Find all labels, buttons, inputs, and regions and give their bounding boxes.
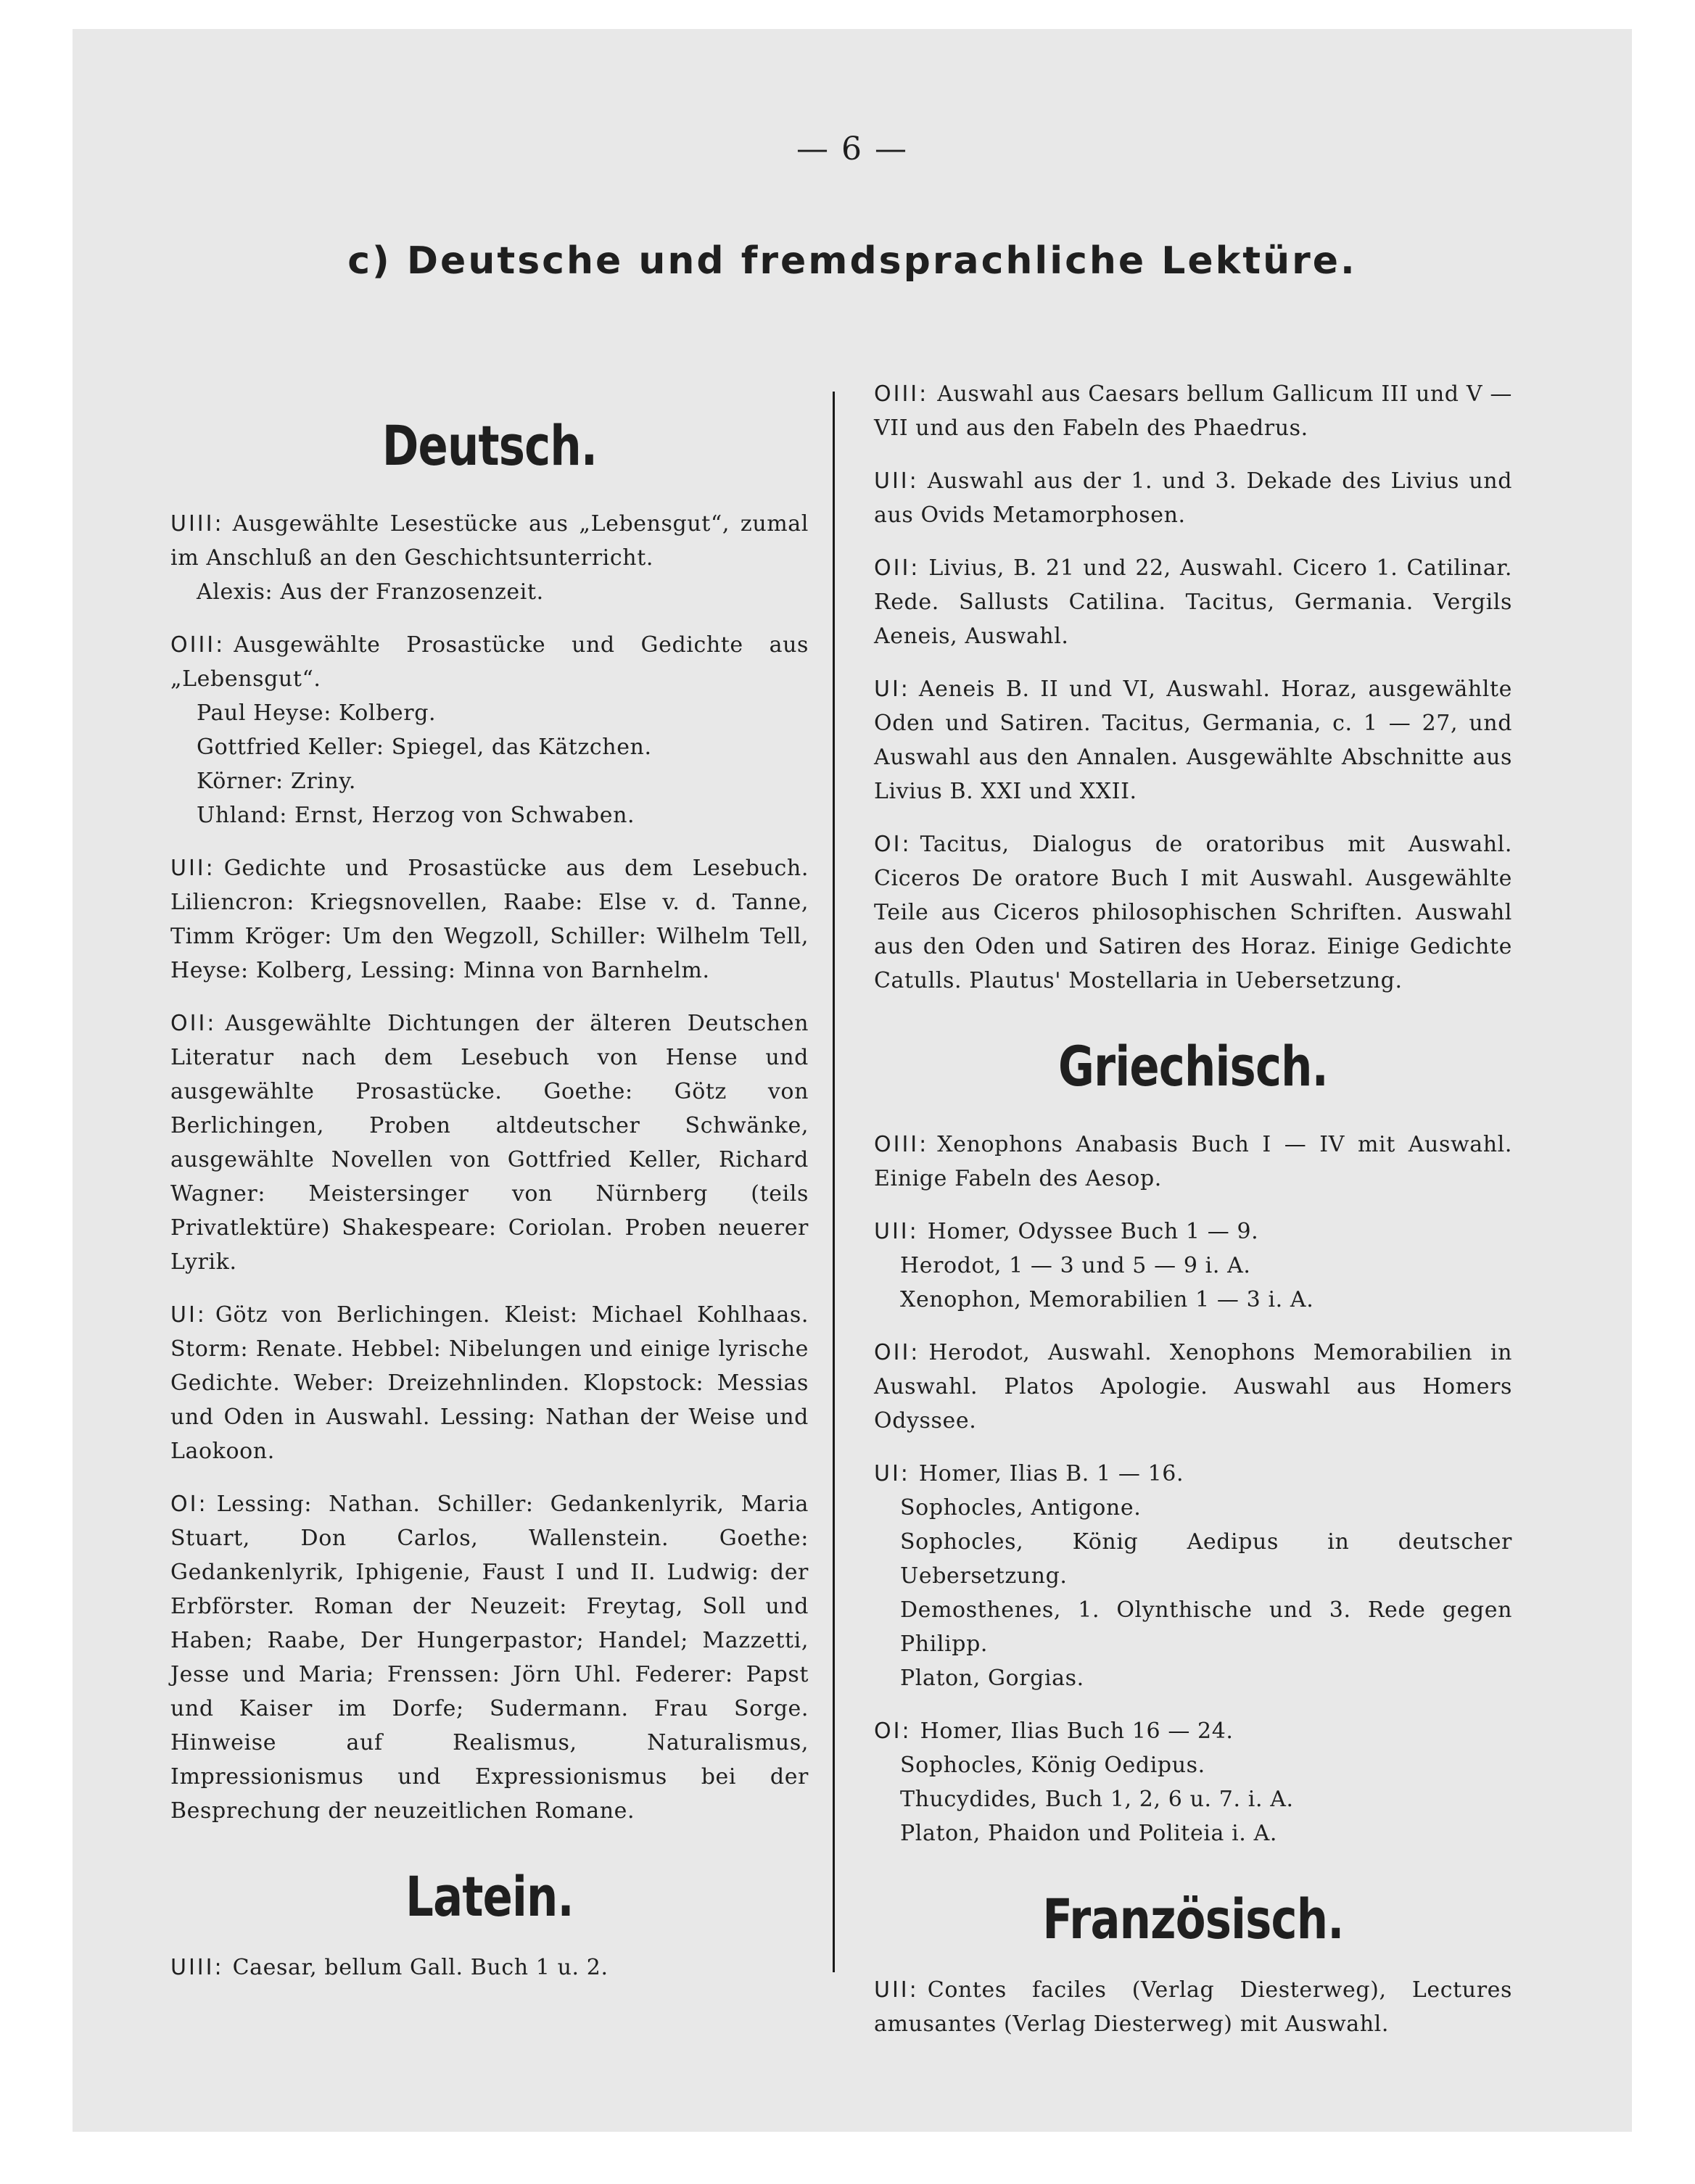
entry-line: Gottfried Keller: Spiegel, das Kätzchen. [197, 735, 652, 760]
entry-text: Gedichte und Prosastücke aus dem Lesebuch. Liliencron: Kriegsnovellen, Raabe: Else v. d. Tanne, Timm Kröger: Um den Wegzoll, Schiller: Wilhelm Tell, Heyse: Kolberg, Lessing: Minna von Barnhelm. [170, 856, 809, 983]
class-label: UIII: [170, 511, 224, 537]
entry-line: Herodot, 1 — 3 und 5 — 9 i. A. [900, 1253, 1251, 1278]
entry-griechisch-ui [874, 1457, 1512, 1695]
entry-text: Auswahl aus Caesars bellum Gallicum III und V — VII und aus den Fabeln des Phaedrus. [874, 381, 1512, 441]
entry-text: Tacitus, Dialogus de oratoribus mit Auswahl. Ciceros De oratore Buch I mit Auswahl. Ausgewählte Teile aus Ciceros philosophischen Schriften. Auswahl aus den Oden und Satiren des Horaz. Einige Gedichte Catulls. Plautus' Mostellaria in Uebersetzung. [874, 832, 1512, 993]
entry-deutsch-ui [170, 1298, 809, 1468]
class-label: UII: [874, 1219, 919, 1244]
entry-latein-ui [874, 672, 1512, 808]
class-label: UI: [874, 677, 910, 702]
entry-deutsch-uiii [170, 507, 809, 609]
document-page [73, 29, 1632, 2132]
entry-text: Homer, Ilias B. 1 — 16. [918, 1461, 1184, 1486]
page-number: — 6 — [796, 131, 908, 167]
class-label: OIII: [874, 381, 929, 407]
entry-line: Körner: Zriny. [197, 769, 357, 794]
heading-latein: Latein. [405, 1864, 574, 1929]
entry-text: Lessing: Nathan. Schiller: Gedankenlyrik, Maria Stuart, Don Carlos, Wallenstein. Goethe: Gedankenlyrik, Iphigenie, Faust I und II. Ludwig: der Erbförster. Roman der Neuzeit: Freytag, Soll und Haben; Raabe, Der Hungerpastor; Handel; Mazzetti, Jesse und Maria; Frenssen: Jörn Uhl. Federer: Papst und Kaiser im Dorfe; Sudermann. Frau Sorge. Hinweise auf Realismus, Naturalismus, Impressionismus und Expressionismus bei der Besprechung der neuzeitlichen Romane. [170, 1492, 809, 1824]
entry-latein-uiii [170, 1951, 809, 1985]
entry-text: Caesar, bellum Gall. Buch 1 u. 2. [232, 1955, 609, 1980]
class-label: OII: [874, 555, 920, 581]
entry-text: Contes faciles (Verlag Diesterweg), Lectures amusantes (Verlag Diesterweg) mit Auswahl. [874, 1977, 1512, 2037]
entry-griechisch-oii [874, 1336, 1512, 1438]
entry-deutsch-oii [170, 1006, 809, 1279]
class-label: UI: [874, 1461, 910, 1486]
entry-line: Demosthenes, 1. Olynthische und 3. Rede gegen Philipp. [900, 1597, 1512, 1657]
section-title: c) Deutsche und fremdsprachliche Lektüre. [347, 239, 1357, 283]
class-label: UII: [874, 1977, 919, 2003]
class-label: OIII: [170, 632, 226, 658]
column-divider [833, 392, 835, 1972]
entry-text: Auswahl aus der 1. und 3. Dekade des Livius und aus Ovids Metamorphosen. [874, 468, 1512, 528]
entry-text: Xenophons Anabasis Buch I — IV mit Auswahl. Einige Fabeln des Aesop. [874, 1132, 1512, 1191]
class-label: OIII: [874, 1132, 929, 1157]
entry-line: Paul Heyse: Kolberg. [197, 700, 437, 726]
entry-line: Sophocles, König Oedipus. [900, 1753, 1205, 1778]
heading-griechisch: Griechisch. [1058, 1034, 1328, 1099]
entry-griechisch-uii [874, 1215, 1512, 1317]
entry-griechisch-oi [874, 1714, 1512, 1850]
entry-deutsch-oiii [170, 628, 809, 832]
class-label: UI: [170, 1302, 207, 1328]
entry-line: Xenophon, Memorabilien 1 — 3 i. A. [900, 1287, 1314, 1312]
heading-franzoesisch: Französisch. [1042, 1887, 1344, 1951]
class-label: UII: [170, 856, 215, 881]
entry-latein-uii [874, 464, 1512, 532]
entry-text: Homer, Odyssee Buch 1 — 9. [927, 1219, 1259, 1244]
entry-text: Ausgewählte Dichtungen der älteren Deutschen Literatur nach dem Lesebuch von Hense und ausgewählte Prosastücke. Goethe: Götz von Berlichingen, Proben altdeutscher Schwänke, ausgewählte Novellen von Gottfried Keller, Richard Wagner: Meistersinger von Nürnberg (teils Privatlektüre) Shakespeare: Coriolan. Proben neuerer Lyrik. [170, 1011, 809, 1275]
class-label: OII: [874, 1340, 920, 1365]
entry-griechisch-oiii [874, 1128, 1512, 1196]
entry-text: Ausgewählte Prosastücke und Gedichte aus „Lebensgut“. [170, 632, 809, 692]
entry-franzoesisch-uii [874, 1973, 1512, 2041]
entry-deutsch-uii [170, 851, 809, 988]
entry-line: Alexis: Aus der Franzosenzeit. [197, 579, 544, 605]
entry-text: Ausgewählte Lesestücke aus „Lebensgut“, zumal im Anschluß an den Geschichtsunterricht. [170, 511, 809, 571]
class-label: OII: [170, 1011, 217, 1036]
class-label: UII: [874, 468, 919, 494]
entry-line: Uhland: Ernst, Herzog von Schwaben. [197, 803, 635, 828]
entry-text: Homer, Ilias Buch 16 — 24. [920, 1718, 1234, 1744]
entry-line: Sophocles, Antigone. [900, 1495, 1142, 1521]
entry-line: Sophocles, König Aedipus in deutscher Uebersetzung. [900, 1529, 1512, 1589]
entry-text: Herodot, Auswahl. Xenophons Memorabilien in Auswahl. Platos Apologie. Auswahl aus Homers Odyssee. [874, 1340, 1512, 1434]
entry-latein-oi [874, 827, 1512, 998]
left-column [170, 384, 809, 2003]
entry-line: Platon, Gorgias. [900, 1666, 1084, 1691]
entry-line: Thucydides, Buch 1, 2, 6 u. 7. i. A. [900, 1787, 1294, 1812]
heading-deutsch: Deutsch. [382, 413, 598, 478]
entry-deutsch-oi [170, 1487, 809, 1828]
entry-latein-oii [874, 551, 1512, 653]
entry-text: Aeneis B. II und VI, Auswahl. Horaz, ausgewählte Oden und Satiren. Tacitus, Germania, c. 1 — 27, und Auswahl aus den Annalen. Ausgewählte Abschnitte aus Livius B. XXI und XXII. [874, 677, 1512, 804]
class-label: OI: [874, 832, 912, 857]
entry-text: Livius, B. 21 und 22, Auswahl. Cicero 1. Catilinar. Rede. Sallusts Catilina. Tacitus, Germania. Vergils Aeneis, Auswahl. [874, 555, 1512, 649]
entry-latein-oiii [874, 377, 1512, 445]
entry-text: Götz von Berlichingen. Kleist: Michael Kohlhaas. Storm: Renate. Hebbel: Nibelungen und einige lyrische Gedichte. Weber: Dreizehnlinden. Klopstock: Messias und Oden in Auswahl. Lessing: Nathan der Weise und Laokoon. [170, 1302, 809, 1464]
entry-line: Platon, Phaidon und Politeia i. A. [900, 1821, 1277, 1846]
right-column [874, 377, 1512, 2060]
class-label: OI: [170, 1492, 208, 1517]
class-label: UIII: [170, 1955, 224, 1980]
class-label: OI: [874, 1718, 912, 1744]
